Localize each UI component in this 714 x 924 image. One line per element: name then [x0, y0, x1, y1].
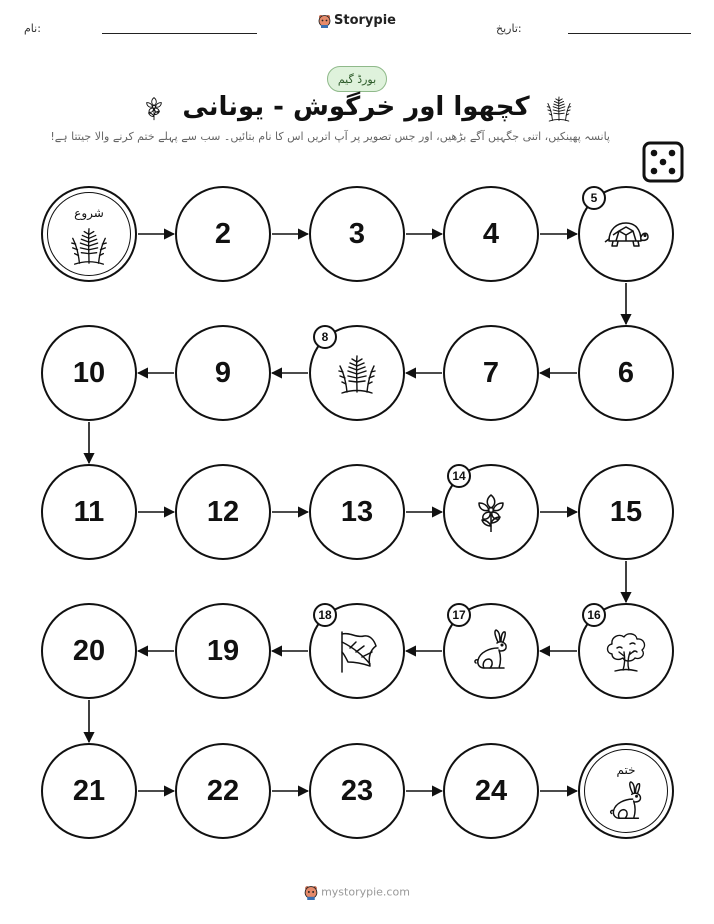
space-number: 22 [206, 774, 240, 807]
finish-space[interactable] [578, 743, 674, 839]
rabbit-icon [468, 628, 514, 674]
start-label: شروع [74, 206, 104, 220]
space-number: 12 [206, 495, 240, 528]
space-number-tag: 18 [313, 603, 337, 627]
space-number: 20 [72, 634, 106, 667]
fern-icon [67, 223, 111, 267]
start-space[interactable] [41, 186, 137, 282]
space-number: 10 [72, 356, 106, 389]
number-space[interactable] [443, 743, 539, 839]
space-number: 15 [609, 495, 643, 528]
picture-space[interactable] [578, 603, 674, 699]
date-label: تاریخ: [496, 22, 522, 35]
name-label: نام: [24, 22, 41, 35]
flower-icon [468, 489, 514, 535]
number-space[interactable] [175, 186, 271, 282]
space-number: 4 [482, 217, 500, 250]
number-space[interactable] [578, 464, 674, 560]
number-space[interactable] [41, 603, 137, 699]
space-number: 23 [340, 774, 374, 807]
picture-space[interactable] [309, 603, 405, 699]
space-number-tag: 14 [447, 464, 471, 488]
space-number: 9 [214, 356, 232, 389]
finish-label: ختم [616, 763, 636, 777]
space-number-tag: 8 [313, 325, 337, 349]
number-space[interactable] [309, 464, 405, 560]
footer [0, 885, 714, 900]
space-number: 7 [482, 356, 500, 389]
space-number: 2 [214, 217, 232, 250]
space-number: 24 [474, 774, 508, 807]
turtle-icon [603, 211, 649, 257]
picture-space[interactable] [309, 325, 405, 421]
space-number: 11 [73, 495, 105, 528]
space-number-tag: 17 [447, 603, 471, 627]
space-number: 6 [617, 356, 635, 389]
number-space[interactable] [41, 743, 137, 839]
flag-icon [334, 628, 380, 674]
game-type-badge: بورڈ گیم [327, 66, 387, 92]
fern-icon [334, 350, 380, 396]
number-space[interactable] [443, 325, 539, 421]
space-number: 21 [72, 774, 106, 807]
picture-space[interactable] [578, 186, 674, 282]
rabbit-icon [604, 780, 648, 824]
picture-space[interactable] [443, 603, 539, 699]
brand-name: Storypie [334, 13, 396, 28]
number-space[interactable] [175, 325, 271, 421]
picture-space[interactable] [443, 464, 539, 560]
space-number: 3 [348, 217, 366, 250]
space-number: 19 [206, 634, 240, 667]
footer-url: mystorypie.com [321, 885, 410, 899]
number-space[interactable] [309, 743, 405, 839]
number-space[interactable] [175, 464, 271, 560]
number-space[interactable] [443, 186, 539, 282]
number-space[interactable] [41, 325, 137, 421]
mascot-icon [304, 885, 318, 900]
number-space[interactable] [578, 325, 674, 421]
number-space[interactable] [175, 603, 271, 699]
tree-icon [603, 628, 649, 674]
space-number: 13 [340, 495, 374, 528]
space-number-tag: 5 [582, 186, 606, 210]
number-space[interactable] [309, 186, 405, 282]
number-space[interactable] [41, 464, 137, 560]
title-text: کچھوا اور خرگوش - یونانی [182, 92, 530, 122]
space-number-tag: 16 [582, 603, 606, 627]
instructions: پانسہ پھینکیں، اتنی جگہیں آگے بڑھیں، اور جس تصویر پر آپ اتریں اس کا نام بتائیں۔ سب سے پہلے ختم کرنے والا جیتتا ہے! [50, 130, 610, 143]
number-space[interactable] [175, 743, 271, 839]
